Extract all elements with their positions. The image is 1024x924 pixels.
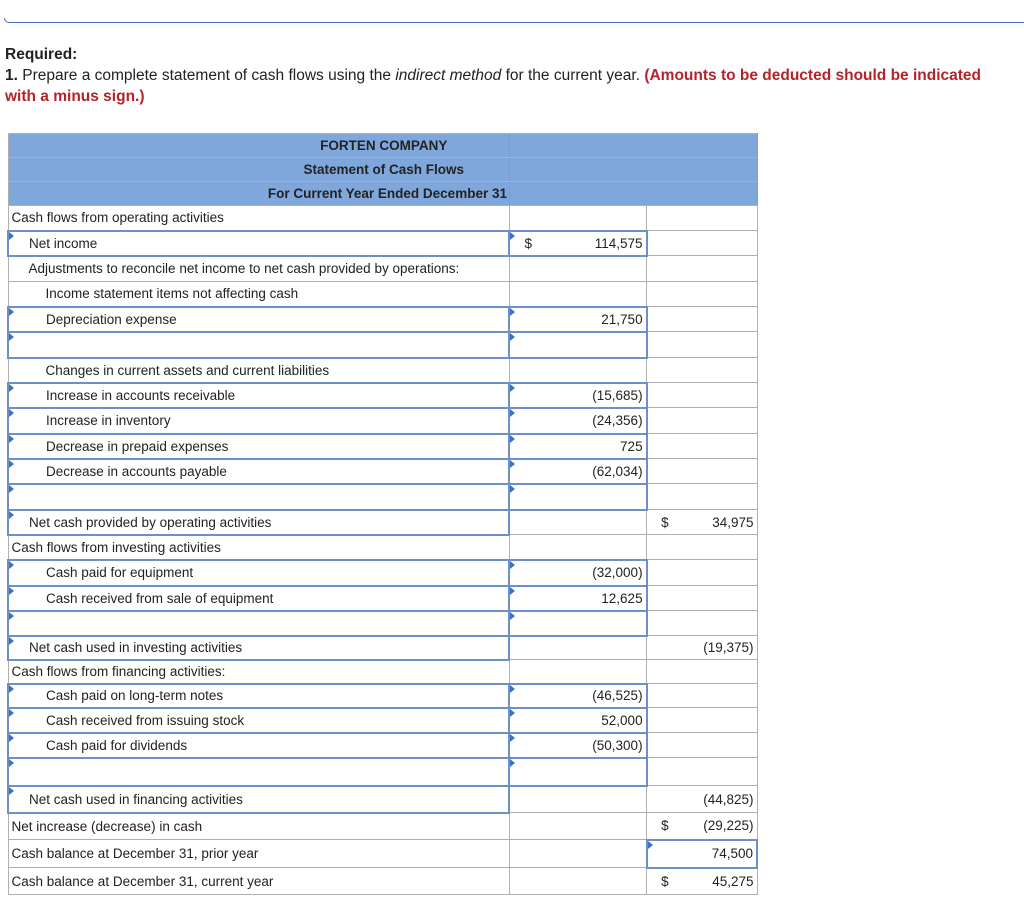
statement-row <box>8 733 757 758</box>
row-label-input[interactable] <box>8 586 509 611</box>
dollar-sign: $ <box>661 818 669 834</box>
row-label-value: Cash received from sale of equipment <box>46 590 274 606</box>
amount-value: 52,000 <box>601 712 643 728</box>
row-label-input[interactable] <box>8 231 509 256</box>
row-label-input[interactable] <box>8 332 509 358</box>
total <box>647 560 757 586</box>
total <box>647 408 757 434</box>
statement-row <box>8 868 757 895</box>
row-label-value: Cash paid on long-term notes <box>46 688 224 703</box>
total <box>647 660 757 684</box>
total <box>647 813 757 840</box>
row-label <box>8 358 509 383</box>
company-name: FORTEN COMPANY <box>8 134 509 158</box>
statement-row <box>8 459 757 484</box>
amount-input[interactable] <box>509 611 646 636</box>
total <box>647 758 757 786</box>
row-label-value: Net cash provided by operating activities <box>29 514 272 530</box>
minus-sign-note: (Amounts to be deducted should be indicated with a minus sign.) <box>5 67 982 105</box>
header-fill <box>509 134 757 158</box>
amount-input[interactable] <box>509 459 646 484</box>
amount <box>509 358 646 383</box>
amount <box>509 282 646 307</box>
amount-input[interactable] <box>509 708 646 733</box>
row-label-value: Cash paid for dividends <box>46 737 188 753</box>
amount-value: (15,685) <box>592 387 643 403</box>
amount-input[interactable] <box>509 733 646 758</box>
header-title <box>8 158 757 182</box>
header-fill <box>509 182 757 206</box>
row-label <box>8 206 509 231</box>
amount <box>509 660 646 684</box>
statement-row <box>8 307 757 332</box>
total <box>647 484 757 510</box>
amount-input[interactable] <box>509 758 646 786</box>
total <box>647 206 757 231</box>
row-label-value: Net increase (decrease) in cash <box>11 818 203 834</box>
row-label <box>8 660 509 684</box>
amount-value: (32,000) <box>592 565 643 580</box>
total <box>647 231 757 256</box>
total-value: (19,375) <box>703 640 754 655</box>
statement-row <box>8 383 757 408</box>
statement-row <box>8 708 757 733</box>
row-label-input[interactable] <box>8 510 509 535</box>
total <box>647 586 757 611</box>
statement-row <box>8 660 757 684</box>
total <box>647 358 757 383</box>
amount-input[interactable] <box>509 408 646 434</box>
statement-row <box>8 586 757 611</box>
statement-period: For Current Year Ended December 31 <box>8 182 509 206</box>
row-label <box>8 868 509 895</box>
total-value: 74,500 <box>711 846 753 861</box>
dollar-sign: $ <box>661 873 669 889</box>
row-label-value: Changes in current assets and current liabilities <box>45 362 330 378</box>
statement-row <box>8 358 757 383</box>
total <box>647 786 757 813</box>
row-label <box>8 840 509 868</box>
row-label-input[interactable] <box>8 408 509 434</box>
amount <box>509 813 646 840</box>
row-label <box>8 282 509 307</box>
total-value: 45,275 <box>712 873 754 889</box>
amount-input[interactable] <box>509 484 646 510</box>
amount-value: (50,300) <box>592 737 643 753</box>
statement-row <box>8 256 757 282</box>
total-input[interactable] <box>647 840 757 868</box>
statement-row <box>8 206 757 231</box>
question-text: Prepare a complete statement of cash flows using the <box>17 67 396 84</box>
row-label-value: Increase in accounts receivable <box>46 387 236 403</box>
row-label-value: Cash flows from financing activities: <box>11 664 226 679</box>
statement-row <box>8 636 757 660</box>
amount <box>509 868 646 895</box>
amount-value: (46,525) <box>592 688 643 703</box>
statement-row <box>8 813 757 840</box>
total <box>647 708 757 733</box>
total <box>647 282 757 307</box>
row-label-value: Net cash used in financing activities <box>29 791 243 807</box>
total <box>647 636 757 660</box>
row-label-value: Cash balance at December 31, prior year <box>11 846 259 861</box>
dollar-sign: $ <box>661 514 669 530</box>
statement-row <box>8 560 757 586</box>
row-label-input[interactable] <box>8 611 509 636</box>
row-label-input[interactable] <box>8 459 509 484</box>
row-label-value: Net income <box>29 235 98 251</box>
row-label-input[interactable] <box>8 560 509 586</box>
row-label <box>8 256 509 282</box>
row-label-value: Increase in inventory <box>46 413 171 428</box>
question-text-end: for the current year. <box>501 67 645 84</box>
row-label-value: Depreciation expense <box>46 311 177 327</box>
total <box>647 535 757 560</box>
amount <box>509 535 646 560</box>
amount <box>509 256 646 282</box>
statement-row <box>8 684 757 708</box>
question-emphasis: indirect method <box>395 67 502 84</box>
total-value: (44,825) <box>703 791 754 807</box>
statement-row <box>8 786 757 813</box>
cash-flow-statement <box>7 133 758 895</box>
row-label-input[interactable] <box>8 733 509 758</box>
row-label-value: Cash flows from investing activities <box>11 539 221 555</box>
header-fill <box>509 158 757 182</box>
row-label <box>8 813 509 840</box>
required-heading: Required: <box>5 46 78 63</box>
row-label-input[interactable] <box>8 684 509 708</box>
dollar-sign: $ <box>524 235 532 251</box>
statement-row <box>8 282 757 307</box>
total <box>647 383 757 408</box>
instructions <box>5 44 1015 107</box>
statement-row <box>8 484 757 510</box>
total-value: (29,225) <box>703 818 754 834</box>
header-company <box>8 134 757 158</box>
amount-input[interactable] <box>509 307 646 332</box>
amount <box>509 206 646 231</box>
statement-row <box>8 535 757 560</box>
amount-value: (62,034) <box>592 463 643 479</box>
statement-row <box>8 231 757 256</box>
row-label-value: Adjustments to reconcile net income to net cash provided by operations: <box>28 261 460 277</box>
amount <box>509 840 646 868</box>
amount-input[interactable] <box>509 332 646 358</box>
total <box>647 307 757 332</box>
total <box>647 733 757 758</box>
statement-row <box>8 434 757 459</box>
total <box>647 434 757 459</box>
row-label <box>8 535 509 560</box>
row-label-input[interactable] <box>8 383 509 408</box>
amount-input[interactable] <box>509 684 646 708</box>
statement-row <box>8 332 757 358</box>
amount-value: 21,750 <box>601 311 643 327</box>
amount <box>509 510 646 535</box>
row-label-value: Net cash used in investing activities <box>29 640 243 655</box>
total-value: 34,975 <box>712 514 754 530</box>
row-label-value: Cash balance at December 31, current year <box>11 873 274 889</box>
total <box>647 256 757 282</box>
amount-input[interactable] <box>509 586 646 611</box>
row-label-input[interactable] <box>8 434 509 459</box>
total <box>647 684 757 708</box>
amount-input[interactable] <box>509 231 646 256</box>
amount <box>509 786 646 813</box>
row-label-input[interactable] <box>8 307 509 332</box>
row-label-value: Cash flows from operating activities <box>11 210 224 226</box>
row-label-value: Cash paid for equipment <box>46 565 194 580</box>
statement-row <box>8 510 757 535</box>
amount <box>509 636 646 660</box>
row-label-input[interactable] <box>8 786 509 813</box>
header-period <box>8 182 757 206</box>
amount-value: 114,575 <box>594 235 643 251</box>
statement-row <box>8 611 757 636</box>
total <box>647 611 757 636</box>
row-label-input[interactable] <box>8 708 509 733</box>
row-label-value: Cash received from issuing stock <box>46 712 245 728</box>
top-divider <box>4 18 1024 23</box>
amount-value: 12,625 <box>601 590 643 606</box>
total <box>647 459 757 484</box>
amount-input[interactable] <box>509 560 646 586</box>
amount-input[interactable] <box>509 383 646 408</box>
amount-value: (24,356) <box>592 413 643 428</box>
row-label-input[interactable] <box>8 484 509 510</box>
amount-input[interactable] <box>509 434 646 459</box>
total <box>647 332 757 358</box>
row-label-value: Income statement items not affecting cash <box>45 286 299 302</box>
statement-row <box>8 408 757 434</box>
row-label-input[interactable] <box>8 758 509 786</box>
total <box>647 868 757 895</box>
statement-row <box>8 758 757 786</box>
row-label-value: Decrease in accounts payable <box>46 463 227 479</box>
question-number: 1. <box>5 67 18 84</box>
row-label-input[interactable] <box>8 636 509 660</box>
statement-title: Statement of Cash Flows <box>8 158 509 182</box>
row-label-value: Decrease in prepaid expenses <box>46 438 229 454</box>
amount-value: 725 <box>620 438 643 454</box>
total <box>647 510 757 535</box>
statement-row <box>8 840 757 868</box>
